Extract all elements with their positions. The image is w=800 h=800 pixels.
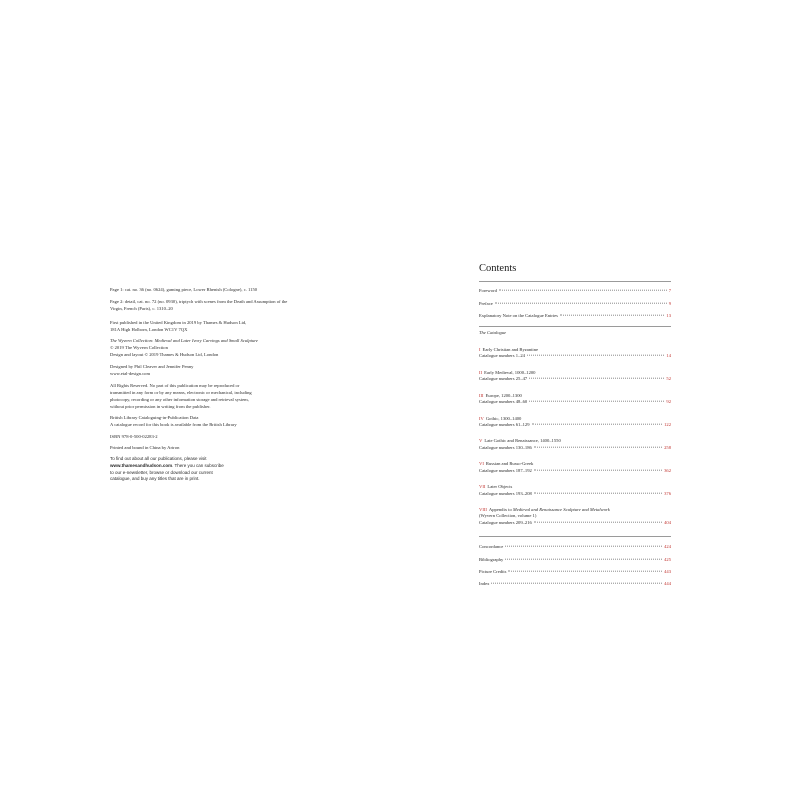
chapter-catalogue-range: Catalogue numbers 48–60	[479, 398, 528, 404]
chapter-page: 14	[666, 353, 671, 359]
designed-by: Designed by Phil Cleaver and Jennifer Penny	[110, 363, 194, 369]
chapter-page: 122	[664, 421, 671, 427]
toc-entry-page: 425	[664, 556, 671, 562]
chapter-numeral: II	[479, 369, 483, 375]
chapter-entry[interactable]	[479, 416, 671, 429]
leader-dots	[527, 355, 664, 356]
first-published-line-2: 181A High Holborn, London WC1V 7QX	[110, 326, 188, 332]
toc-entry-label: Bibliography	[479, 556, 504, 562]
chapter-title: Gothic, 1300–1400	[485, 415, 522, 421]
chapter-title: Early Medieval, 1000–1200	[484, 369, 536, 375]
toc-entry-label: Index	[479, 581, 490, 587]
chapter-catalogue-range: Catalogue numbers 193–208	[479, 490, 532, 496]
toc-entry[interactable]	[479, 581, 671, 593]
chapter-page: 376	[664, 490, 671, 496]
find-out-line-1b: . There you can subscribe	[172, 462, 224, 468]
chapter-entry[interactable]	[479, 461, 671, 474]
chapter-entry[interactable]	[479, 370, 671, 383]
find-out-more	[110, 456, 300, 483]
leader-dots	[534, 521, 662, 522]
chapter-numeral: V	[479, 438, 483, 444]
toc-entry-page: 424	[664, 544, 671, 550]
design-url: www.etal-design.com	[110, 370, 151, 376]
leader-dots	[534, 492, 662, 493]
leader-dots	[529, 378, 664, 379]
first-published-line-1: First published in the United Kingdom in 2019 by Thames & Hudson Ltd,	[110, 319, 247, 325]
catalogue-heading: The Catalogue	[479, 329, 507, 335]
contents-page	[479, 262, 671, 594]
rights-statement	[110, 382, 300, 410]
chapter-numeral: IV	[479, 415, 484, 421]
page1-caption: Page 1: cat. no. 36 (no. 0624), gaming piece, Lower Rhenish (Cologne), c. 1150	[110, 287, 258, 292]
chapter-entry[interactable]	[479, 393, 671, 406]
toc-entry-label: Preface	[479, 300, 493, 306]
leader-dots	[529, 401, 664, 402]
chapter-title: Russian and Russo-Greek	[485, 461, 534, 467]
front-matter-list	[479, 282, 671, 326]
chapter-numeral: VIII	[479, 507, 487, 513]
leader-dots	[534, 469, 662, 470]
toc-entry-page: 9	[668, 300, 671, 306]
toc-entry[interactable]	[479, 544, 671, 556]
leader-dots	[495, 302, 667, 303]
toc-entry[interactable]	[479, 569, 671, 581]
leader-dots	[505, 558, 662, 559]
copyright-line-1: © 2019 The Wyvern Collection	[110, 345, 168, 351]
chapter-title: Europe, 1200–1300	[485, 392, 522, 398]
find-out-line-3: catalogue, and buy any titles that are in print.	[110, 476, 200, 482]
chapter-entry[interactable]	[479, 347, 671, 360]
chapter-numeral: VII	[479, 484, 486, 490]
toc-entry-page: 443	[664, 569, 671, 575]
find-out-line-2: to our e-newsletter, browse or download our current	[110, 469, 213, 475]
copyright-block	[110, 337, 300, 358]
chapter-numeral: VI	[479, 461, 484, 467]
chapter-page: 92	[666, 398, 671, 404]
chapter-title-line-2: (Wyvern Collection, volume 1)	[479, 513, 537, 519]
page2-caption: Page 2: detail, cat. no. 72 (no. 0930), triptych with scenes from the Death and Assumption of the Virgin, French (Paris), c. 1310–20	[110, 298, 288, 311]
cip-line-1: British Library Cataloguing-in-Publication Data	[110, 415, 199, 421]
chapter-catalogue-range: Catalogue numbers 209–216	[479, 519, 532, 525]
toc-entry-page: 7	[668, 288, 671, 293]
chapter-title: Later Objects	[487, 484, 513, 490]
chapter-entry[interactable]	[479, 438, 671, 451]
leader-dots	[532, 424, 663, 425]
toc-entry-label: Concordance	[479, 544, 504, 550]
cip-line-2: A catalogue record for this book is available from the British Library	[110, 422, 237, 428]
leader-dots	[508, 571, 662, 572]
design-credit	[110, 363, 300, 377]
printed-in: Printed and bound in China by Artron	[110, 445, 180, 451]
first-published	[110, 319, 300, 333]
chapter-page: 362	[664, 467, 671, 473]
chapter-catalogue-range: Catalogue numbers 25–47	[479, 376, 528, 382]
publisher-website-link[interactable]: www.thamesandhudson.com	[110, 462, 173, 468]
back-matter-list	[479, 537, 671, 594]
chapter-entry[interactable]	[479, 507, 671, 526]
chapter-numeral: I	[479, 346, 481, 352]
chapter-numeral: III	[479, 392, 484, 398]
leader-dots	[534, 446, 662, 447]
leader-dots	[560, 315, 664, 316]
leader-dots	[505, 546, 662, 547]
cip-data	[110, 414, 300, 428]
toc-entry-label: Foreword	[479, 288, 497, 293]
chapter-title: Late Gothic and Renaissance, 1400–1550	[484, 438, 561, 444]
chapter-page: 404	[664, 519, 671, 525]
toc-entry-label: Picture Credits	[479, 569, 507, 575]
leader-dots	[499, 290, 667, 291]
chapter-entry[interactable]	[479, 484, 671, 497]
find-out-line-1: To find out about all our publications, please visit	[110, 455, 207, 461]
leader-dots	[491, 583, 662, 584]
toc-entry[interactable]	[479, 313, 671, 326]
toc-entry-page: 444	[664, 581, 671, 587]
toc-entry[interactable]	[479, 557, 671, 569]
chapter-page: 258	[664, 444, 671, 450]
chapter-page: 52	[666, 376, 671, 382]
toc-entry-page: 13	[666, 313, 671, 319]
chapter-catalogue-range: Catalogue numbers 1–24	[479, 353, 525, 359]
toc-entry-label: Explanatory Note on the Catalogue Entries	[479, 313, 558, 319]
chapter-title-italic: Medieval and Renaissance Sculpture and Metalwork	[512, 507, 610, 513]
toc-entry[interactable]	[479, 301, 671, 314]
rights-line-3: photocopy, recording or any other information storage and retrieval system,	[110, 396, 249, 402]
rights-line-4: without prior permission in writing from the publisher.	[110, 403, 211, 409]
rights-line-1: All Rights Reserved. No part of this publication may be reproduced or	[110, 382, 240, 388]
chapter-title: Early Christian and Byzantine	[482, 346, 539, 352]
series-title: The Wyvern Collection: Medieval and Later Ivory Carvings and Small Sculpture	[110, 338, 258, 344]
catalogue-section	[479, 327, 671, 526]
contents-title: Contents	[479, 263, 517, 274]
isbn: ISBN 978-0-500-02283-2	[110, 433, 158, 439]
chapter-catalogue-range: Catalogue numbers 130–186	[479, 444, 532, 450]
chapter-title-prefix: Appendix to	[488, 507, 513, 513]
copyright-line-2: Design and layout © 2019 Thames & Hudson Ltd, London	[110, 352, 219, 358]
rights-line-2: transmitted in any form or by any means, electronic or mechanical, including	[110, 389, 252, 395]
chapter-catalogue-range: Catalogue numbers 61–129	[479, 421, 530, 427]
imprint-page	[110, 286, 300, 488]
chapter-catalogue-range: Catalogue numbers 187–192	[479, 467, 532, 473]
toc-entry[interactable]	[479, 288, 671, 301]
